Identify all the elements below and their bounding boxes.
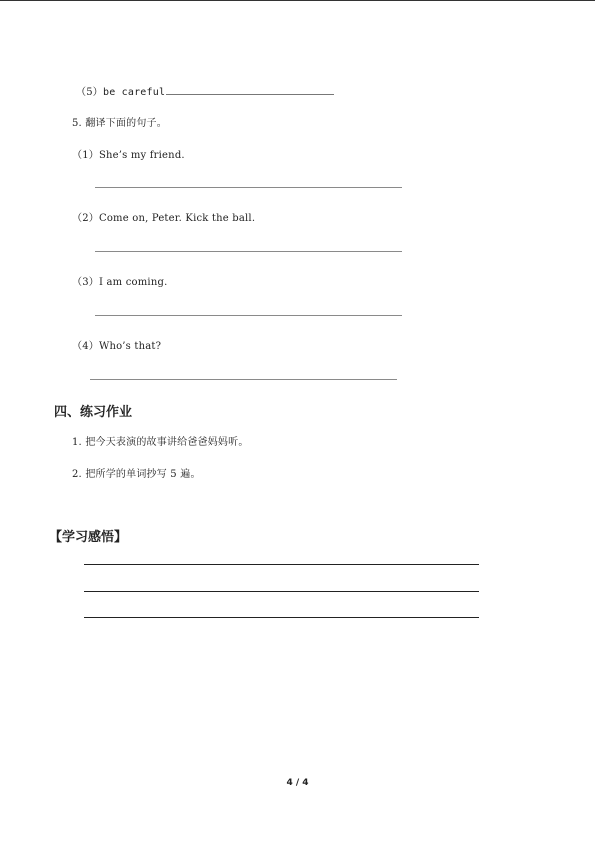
vocab-item-5-blank [166,85,334,95]
translate-instruction: 5. 翻译下面的句子。 [72,118,167,129]
translate-answer-line-2 [95,251,402,252]
vocab-item-5-text: be careful [102,87,166,98]
vocab-item-5 [76,83,334,98]
reflection-line-2 [84,591,479,592]
page-top-rule [0,0,595,1]
homework-task-1: 1. 把今天表演的故事讲给爸爸妈妈听。 [72,437,249,448]
reflection-line-3 [84,617,479,618]
translate-sentence-4-text: Who’s that? [98,341,162,352]
homework-heading: 四、练习作业 [54,405,133,420]
translate-sentence-2-text: Come on, Peter. Kick the ball. [98,213,256,224]
translate-sentence-1-number: （1） [72,150,99,161]
translate-sentence-1-text: She’s my friend. [98,150,185,161]
translate-sentence-3-text: I am coming. [98,277,168,288]
homework-task-2: 2. 把所学的单词抄写 5 遍。 [72,469,201,480]
translate-answer-line-1 [95,187,402,188]
page-number: 4 / 4 [286,778,309,788]
translate-sentence-1 [72,146,185,161]
translate-answer-line-4 [90,379,397,380]
translate-sentence-4 [72,337,161,352]
translate-sentence-2 [72,209,255,224]
translate-sentence-4-number: （4） [72,341,99,352]
reflection-heading: 【学习感悟】 [49,530,128,545]
translate-sentence-2-number: （2） [72,213,99,224]
translate-answer-line-3 [95,315,402,316]
translate-sentence-3 [72,273,167,288]
translate-sentence-3-number: （3） [72,277,99,288]
reflection-line-1 [84,564,479,565]
vocab-item-5-number: （5） [76,87,103,98]
